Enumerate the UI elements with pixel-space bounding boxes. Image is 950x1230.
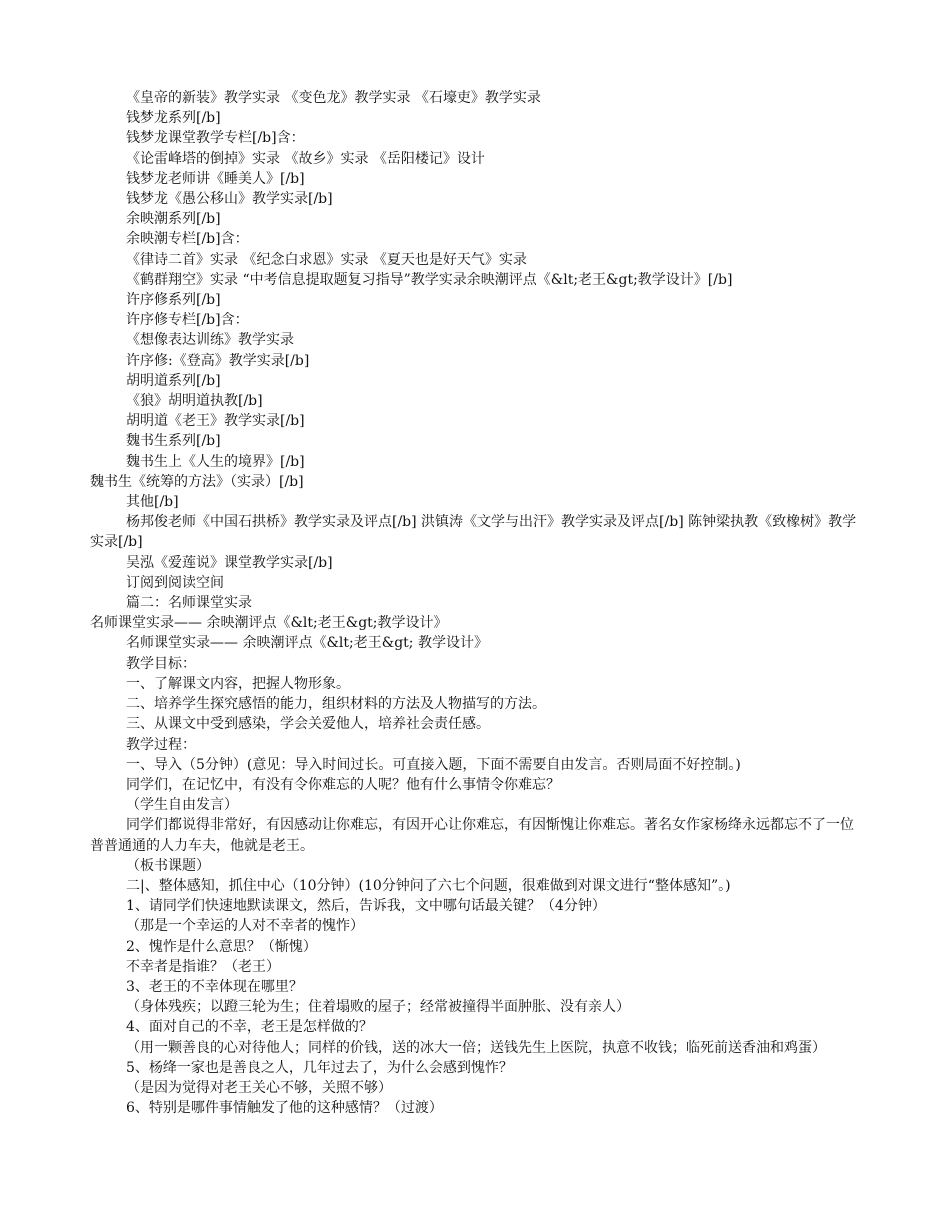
text-line: 同学们都说得非常好，有因感动让你难忘，有因开心让你难忘，有因惭愧让你难忘。著名女作家杨绛永远都忘不了一位普普通通的人力车夫，他就是老王。 [90,817,854,854]
text-line: 吴泓《爱莲说》课堂教学实录[/b] [126,554,333,571]
text-line: 胡明道《老王》教学实录[/b] [126,413,305,430]
text-line: 篇二：名师课堂实录 [126,595,252,612]
text-line: 名师课堂实录—— 余映潮评点《&lt;老王&gt; 教学设计》 [126,635,488,652]
text-line: 订阅到阅读空间 [126,574,224,591]
text-line: 《狼》胡明道执教[/b] [126,393,263,410]
text-line: 二|、整体感知，抓住中心（10分钟）(10分钟问了六七个问题，很难做到对课文进行“整体感知”。) [126,877,731,894]
text-line: 名师课堂实录—— 余映潮评点《&lt;老王&gt;教学设计》 [90,615,448,632]
text-line: （板书课题） [126,857,210,874]
text-line: 魏书生《统筹的方法》（实录）[/b] [90,473,304,490]
text-line: 二、培养学生探究感悟的能力，组织材料的方法及人物描写的方法。 [126,696,546,713]
text-line: 《律诗二首》实录 《纪念白求恩》实录 《夏天也是好天气》实录 [126,251,527,268]
text-line: 钱梦龙《愚公移山》教学实录[/b] [126,191,333,208]
text-line: 3、老王的不幸体现在哪里？ [126,978,303,995]
text-line: 《论雷峰塔的倒掉》实录 《故乡》实录 《岳阳楼记》设计 [126,150,485,167]
text-line: 一、导入（5分钟）(意见：导入时间过长。可直接入题，下面不需要自由发言。否则局面不好控制。) [126,756,741,773]
document-body [90,88,860,1118]
text-line: 钱梦龙系列[/b] [126,110,221,127]
text-line: 教学目标： [126,655,196,672]
text-line: 4、面对自己的不幸，老王是怎样做的？ [126,1019,373,1036]
text-line: 魏书生上《人生的境界》[/b] [126,453,305,470]
text-line: 胡明道系列[/b] [126,372,221,389]
text-line: 许序修:《登高》教学实录[/b] [126,352,310,369]
text-line: 三、从课文中受到感染，学会关爱他人，培养社会责任感。 [126,716,490,733]
text-line: 余映潮系列[/b] [126,211,221,228]
text-line: 《皇帝的新装》教学实录 《变色龙》教学实录 《石壕吏》教学实录 [126,90,541,106]
text-line: 许序修系列[/b] [126,292,221,309]
text-line: 2、愧怍是什么意思？（惭愧） [126,938,317,955]
text-line: 同学们，在记忆中，有没有令你难忘的人呢？他有什么事情令你难忘？ [126,776,560,793]
text-line: 许序修专栏[/b]含： [126,312,249,329]
text-line: 教学过程： [126,736,196,753]
text-line: 一、了解课文内容，把握人物形象。 [126,675,350,692]
text-line: （身体残疾；以蹬三轮为生；住着塌败的屋子；经常被撞得半面肿胀、没有亲人） [126,999,630,1016]
text-line: （学生自由发言） [126,797,238,814]
text-line: 钱梦龙课堂教学专栏[/b]含： [126,130,305,147]
text-line: 余映潮专栏[/b]含： [126,231,249,248]
text-line: 《鹤群翔空》实录 “中考信息提取题复习指导”教学实录余映潮评点《&lt;老王&gt;教学设计》[/b] [126,271,733,288]
text-line: 6、特别是哪件事情触发了他的这种感情？（过渡） [126,1100,443,1117]
text-line: 不幸者是指谁？（老王） [126,958,280,975]
text-line: （那是一个幸运的人对不幸者的愧怍） [126,918,364,935]
text-line: 钱梦龙老师讲《睡美人》[/b] [126,170,305,187]
text-line: 《想像表达训练》教学实录 [126,332,294,349]
text-line: （用一颗善良的心对待他人；同样的价钱，送的冰大一倍；送钱先生上医院，执意不收钱；临死前送香油和鸡蛋） [126,1039,826,1056]
text-line: 杨邦俊老师《中国石拱桥》教学实录及评点[/b] 洪镇涛《文学与出汗》教学实录及评点[/b] 陈钟梁执教《致橡树》教学实录[/b] [90,514,857,551]
text-line: 魏书生系列[/b] [126,433,221,450]
text-line: 5、杨绛一家也是善良之人，几年过去了，为什么会感到愧怍？ [126,1059,513,1076]
text-line: 1、请同学们快速地默读课文，然后，告诉我，文中哪句话最关键？（4分钟） [126,898,606,915]
text-line: （是因为觉得对老王关心不够，关照不够） [126,1079,392,1096]
text-line: 其他[/b] [126,494,179,511]
